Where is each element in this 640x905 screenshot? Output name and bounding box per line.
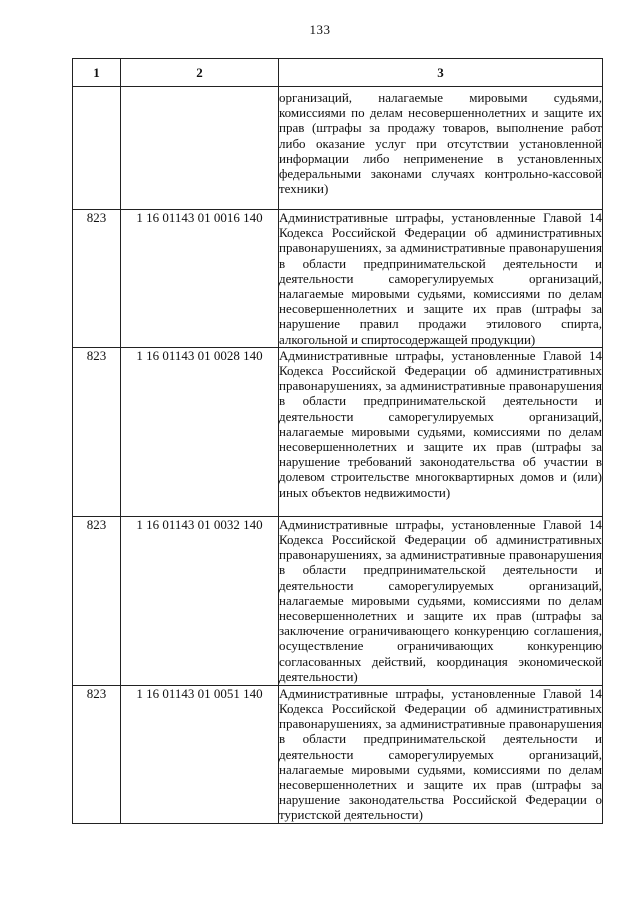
table-row	[73, 516, 603, 685]
description-cell: Административные штрафы, установленные Главой 14 Кодекса Российской Федерации об административных правонарушениях, за административные правонарушения в области предпринимательской деятельности и деятельности саморегулируемых организаций, налагаемые мировыми судьями, комиссиями по делам несовершеннолетних и защите их прав (штрафы за нарушение правил продажи этилового спирта, алкогольной и спиртосодержащей продукции)	[279, 210, 602, 347]
column-header-2: 2	[121, 59, 279, 87]
table-row	[73, 347, 603, 516]
kbk-code-cell	[121, 87, 279, 210]
table-row	[73, 210, 603, 348]
column-header-1: 1	[73, 59, 121, 87]
description-cell: организаций, налагаемые мировыми судьями, комиссиями по делам несовершеннолетних и защите их прав (штрафы за продажу товаров, выполнение работ либо оказание услуг при отсутствии установленной информации либо неприменение в установленных федеральными законами случаях контрольно-кассовой техники)	[279, 87, 603, 210]
column-header-3: 3	[279, 59, 603, 87]
kbk-code-cell: 1 16 01143 01 0051 140	[121, 685, 279, 823]
budget-classification-table	[72, 58, 603, 824]
admin-code-cell: 823	[73, 347, 121, 516]
page-number: 133	[309, 22, 331, 37]
kbk-code-cell: 1 16 01143 01 0028 140	[121, 347, 279, 516]
table-header-row	[73, 59, 603, 87]
kbk-code-cell: 1 16 01143 01 0032 140	[121, 516, 279, 685]
description-cell: Административные штрафы, установленные Главой 14 Кодекса Российской Федерации об административных правонарушениях, за административные правонарушения в области предпринимательской деятельности и деятельности саморегулируемых организаций, налагаемые мировыми судьями, комиссиями по делам несовершеннолетних и защите их прав (штрафы за нарушение законодательства Российской Федерации о туристской деятельности)	[279, 685, 602, 823]
admin-code-cell	[73, 87, 121, 210]
table-row	[73, 685, 603, 823]
description-cell: Административные штрафы, установленные Главой 14 Кодекса Российской Федерации об административных правонарушениях, за административные правонарушения в области предпринимательской деятельности и деятельности саморегулируемых организаций, налагаемые мировыми судьями, комиссиями по делам несовершеннолетних и защите их прав (штрафы за заключение ограничивающего конкуренцию соглашения, осуществление ограничивающих конкуренцию согласованных действий, координация экономической деятельности)	[279, 516, 602, 684]
kbk-code-cell: 1 16 01143 01 0016 140	[121, 210, 279, 348]
admin-code-cell: 823	[73, 210, 121, 348]
table-row-continuation	[73, 87, 603, 210]
admin-code-cell: 823	[73, 685, 121, 823]
admin-code-cell: 823	[73, 516, 121, 685]
description-cell: Административные штрафы, установленные Главой 14 Кодекса Российской Федерации об административных правонарушениях, за административные правонарушения в области предпринимательской деятельности и деятельности саморегулируемых организаций, налагаемые мировыми судьями, комиссиями по делам несовершеннолетних и защите их прав (штрафы за нарушение требований законодательства об участии в долевом строительстве многоквартирных домов и (или) иных объектов недвижимости)	[279, 347, 603, 516]
